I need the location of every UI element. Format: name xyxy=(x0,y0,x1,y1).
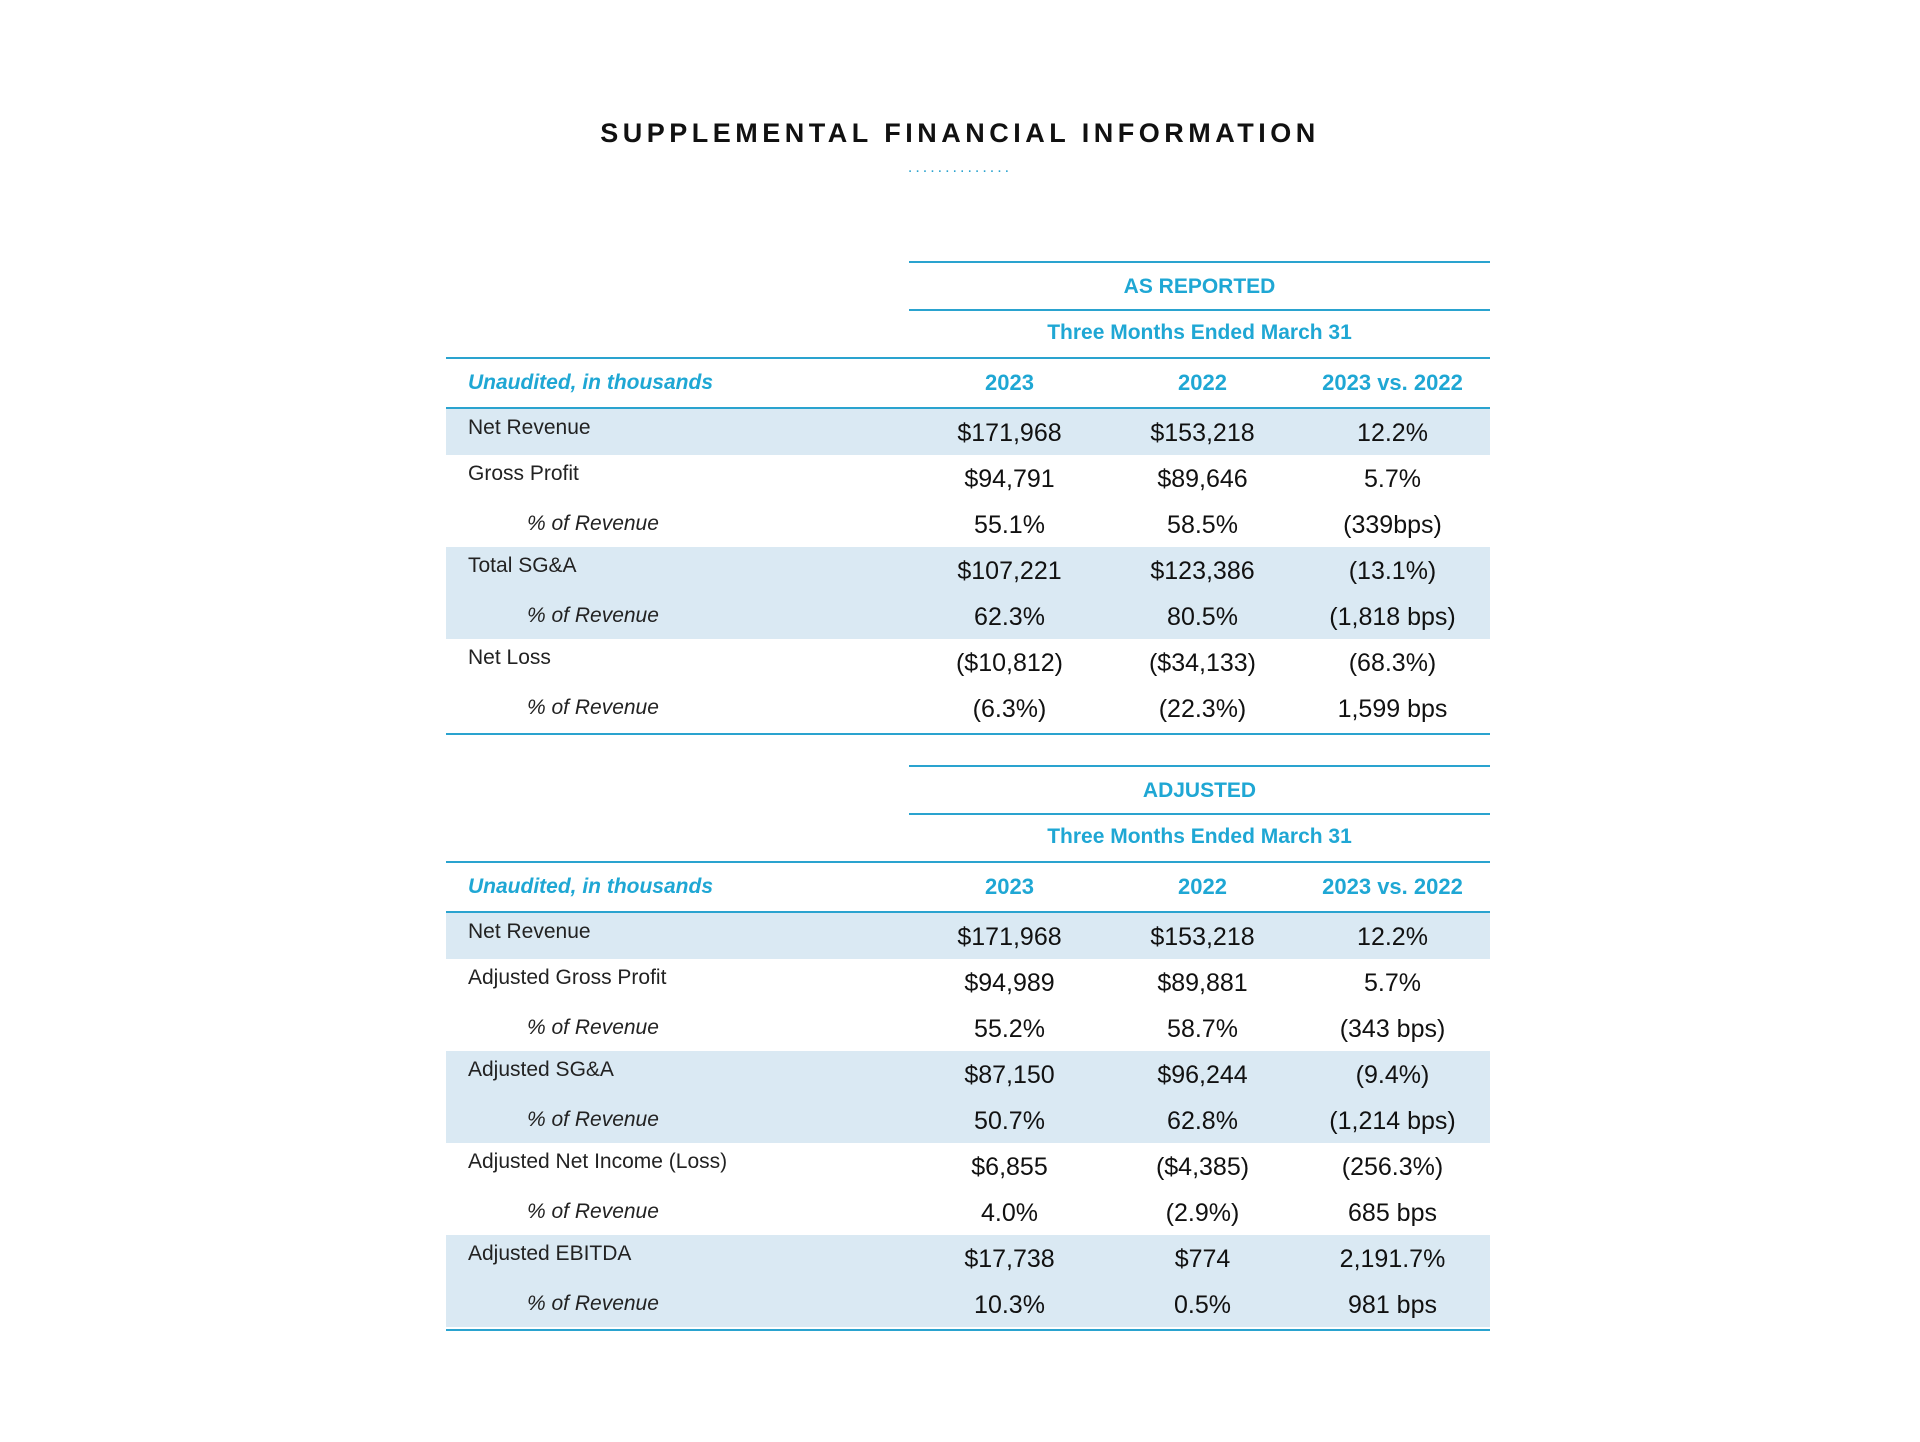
row-label: % of Revenue xyxy=(527,1108,659,1131)
column-header-label: Unaudited, in thousands xyxy=(468,371,713,394)
value-change: (1,214 bps) xyxy=(1329,1106,1456,1135)
row-label: % of Revenue xyxy=(527,604,659,627)
row-label: Total SG&A xyxy=(468,554,577,577)
value-change: (13.1%) xyxy=(1348,556,1437,585)
section-title: AS REPORTED xyxy=(909,263,1490,311)
value-2023: $87,150 xyxy=(964,1060,1055,1089)
table-row xyxy=(446,1281,1490,1327)
value-2023: $6,855 xyxy=(971,1152,1048,1181)
table-row xyxy=(446,547,1490,593)
value-2022: $153,218 xyxy=(1150,418,1255,447)
value-2022: (22.3%) xyxy=(1158,694,1247,723)
value-change: (343 bps) xyxy=(1339,1014,1446,1043)
value-2023: $94,989 xyxy=(964,968,1055,997)
value-2023: 55.1% xyxy=(974,510,1045,539)
table-row xyxy=(446,1097,1490,1143)
adjusted-header-band xyxy=(909,765,1490,861)
row-label: Adjusted SG&A xyxy=(468,1058,614,1081)
table-bottom-rule xyxy=(446,1329,1490,1331)
table-row xyxy=(446,1235,1490,1281)
value-2023: 4.0% xyxy=(981,1198,1038,1227)
value-2023: $94,791 xyxy=(964,464,1055,493)
column-header-2022: 2022 xyxy=(1178,370,1227,395)
column-header-label: Unaudited, in thousands xyxy=(468,875,713,898)
value-2023: 50.7% xyxy=(974,1106,1045,1135)
table-row xyxy=(446,1143,1490,1189)
value-2022: 0.5% xyxy=(1174,1290,1231,1319)
value-2023: $171,968 xyxy=(957,418,1062,447)
table-bottom-rule xyxy=(446,733,1490,735)
row-label: % of Revenue xyxy=(527,1292,659,1315)
row-label: Gross Profit xyxy=(468,462,579,485)
table-row xyxy=(446,1189,1490,1235)
section-title: ADJUSTED xyxy=(909,767,1490,815)
value-2023: $107,221 xyxy=(957,556,1062,585)
value-change: (9.4%) xyxy=(1355,1060,1430,1089)
value-2023: 10.3% xyxy=(974,1290,1045,1319)
value-2022: 58.7% xyxy=(1167,1014,1238,1043)
column-header-2022: 2022 xyxy=(1178,874,1227,899)
value-2022: 58.5% xyxy=(1167,510,1238,539)
column-header-2023: 2023 xyxy=(985,874,1034,899)
value-change: 5.7% xyxy=(1364,968,1421,997)
column-header-row xyxy=(446,357,1490,409)
column-header-row xyxy=(446,861,1490,913)
table-row xyxy=(446,593,1490,639)
value-2022: $89,646 xyxy=(1157,464,1248,493)
value-2023: $17,738 xyxy=(964,1244,1055,1273)
period-label: Three Months Ended March 31 xyxy=(1047,825,1352,848)
value-2022: 62.8% xyxy=(1167,1106,1238,1135)
table-row xyxy=(446,455,1490,501)
table-row xyxy=(446,639,1490,685)
table-row xyxy=(446,959,1490,1005)
value-change: 12.2% xyxy=(1357,418,1428,447)
table-row xyxy=(446,1005,1490,1051)
table-row xyxy=(446,685,1490,731)
value-2023: $171,968 xyxy=(957,922,1062,951)
as-reported-table xyxy=(446,261,1490,735)
value-2022: (2.9%) xyxy=(1165,1198,1240,1227)
value-change: (256.3%) xyxy=(1341,1152,1444,1181)
column-header-2023: 2023 xyxy=(985,370,1034,395)
row-label: Adjusted EBITDA xyxy=(468,1242,632,1265)
as-reported-header-band xyxy=(909,261,1490,357)
value-change: (1,818 bps) xyxy=(1329,602,1456,631)
table-row xyxy=(446,501,1490,547)
row-label: Net Revenue xyxy=(468,920,591,943)
value-change: 5.7% xyxy=(1364,464,1421,493)
value-2022: $774 xyxy=(1174,1244,1231,1273)
value-2022: 80.5% xyxy=(1167,602,1238,631)
value-change: 685 bps xyxy=(1348,1198,1437,1227)
value-2022: $89,881 xyxy=(1157,968,1248,997)
title-dot-divider: .............. xyxy=(907,159,1013,176)
column-header-change: 2023 vs. 2022 xyxy=(1322,874,1463,899)
value-2022: $153,218 xyxy=(1150,922,1255,951)
value-change: 1,599 bps xyxy=(1337,694,1448,723)
value-2023: ($10,812) xyxy=(955,648,1064,677)
row-label: % of Revenue xyxy=(527,1200,659,1223)
table-row xyxy=(446,409,1490,455)
value-2022: ($4,385) xyxy=(1155,1152,1250,1181)
period-label: Three Months Ended March 31 xyxy=(1047,321,1352,344)
value-2023: (6.3%) xyxy=(972,694,1047,723)
table-row xyxy=(446,1051,1490,1097)
page-title: SUPPLEMENTAL FINANCIAL INFORMATION xyxy=(600,118,1320,148)
value-change: 2,191.7% xyxy=(1339,1244,1446,1273)
value-2022: $96,244 xyxy=(1157,1060,1248,1089)
value-change: (339bps) xyxy=(1343,510,1442,539)
row-label: Net Revenue xyxy=(468,416,591,439)
row-label: Net Loss xyxy=(468,646,551,669)
adjusted-table xyxy=(446,765,1490,1331)
value-2023: 55.2% xyxy=(974,1014,1045,1043)
value-2022: ($34,133) xyxy=(1148,648,1257,677)
row-label: % of Revenue xyxy=(527,1016,659,1039)
row-label: Adjusted Net Income (Loss) xyxy=(468,1150,728,1173)
table-row xyxy=(446,913,1490,959)
column-header-change: 2023 vs. 2022 xyxy=(1322,370,1463,395)
row-label: % of Revenue xyxy=(527,512,659,535)
value-change: 12.2% xyxy=(1357,922,1428,951)
value-2022: $123,386 xyxy=(1150,556,1255,585)
row-label: % of Revenue xyxy=(527,696,659,719)
row-label: Adjusted Gross Profit xyxy=(468,966,667,989)
value-change: (68.3%) xyxy=(1348,648,1437,677)
value-change: 981 bps xyxy=(1348,1290,1437,1319)
value-2023: 62.3% xyxy=(974,602,1045,631)
